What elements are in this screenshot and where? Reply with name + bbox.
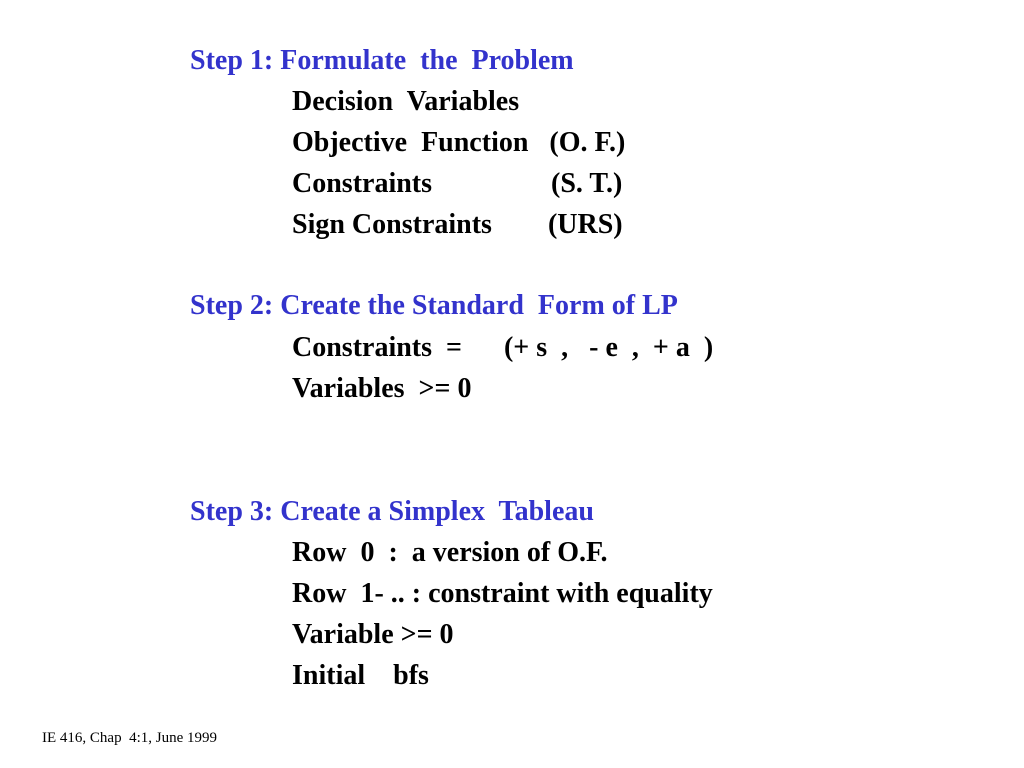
step-1-item-constraints: Constraints (S. T.) — [292, 168, 623, 199]
step-3-item-variable: Variable >= 0 — [292, 619, 454, 650]
step-3-item-row-1: Row 1- .. : constraint with equality — [292, 578, 713, 609]
step-1-item-decision-variables: Decision Variables — [292, 86, 520, 117]
slide-footer: IE 416, Chap 4:1, June 1999 — [42, 730, 217, 746]
step-1-title: Step 1: Formulate the Problem — [190, 45, 574, 76]
step-2-title: Step 2: Create the Standard Form of LP — [190, 290, 678, 321]
step-1-item-sign-constraints: Sign Constraints (URS) — [292, 209, 623, 240]
step-1-item-objective-function: Objective Function (O. F.) — [292, 127, 626, 158]
step-3-title: Step 3: Create a Simplex Tableau — [190, 496, 594, 527]
step-2-item-variables: Variables >= 0 — [292, 373, 472, 404]
step-3-item-row-0: Row 0 : a version of O.F. — [292, 537, 608, 568]
step-2-item-constraints: Constraints = (+ s , - e , + a ) — [292, 332, 714, 363]
step-3-item-initial-bfs: Initial bfs — [292, 660, 429, 691]
